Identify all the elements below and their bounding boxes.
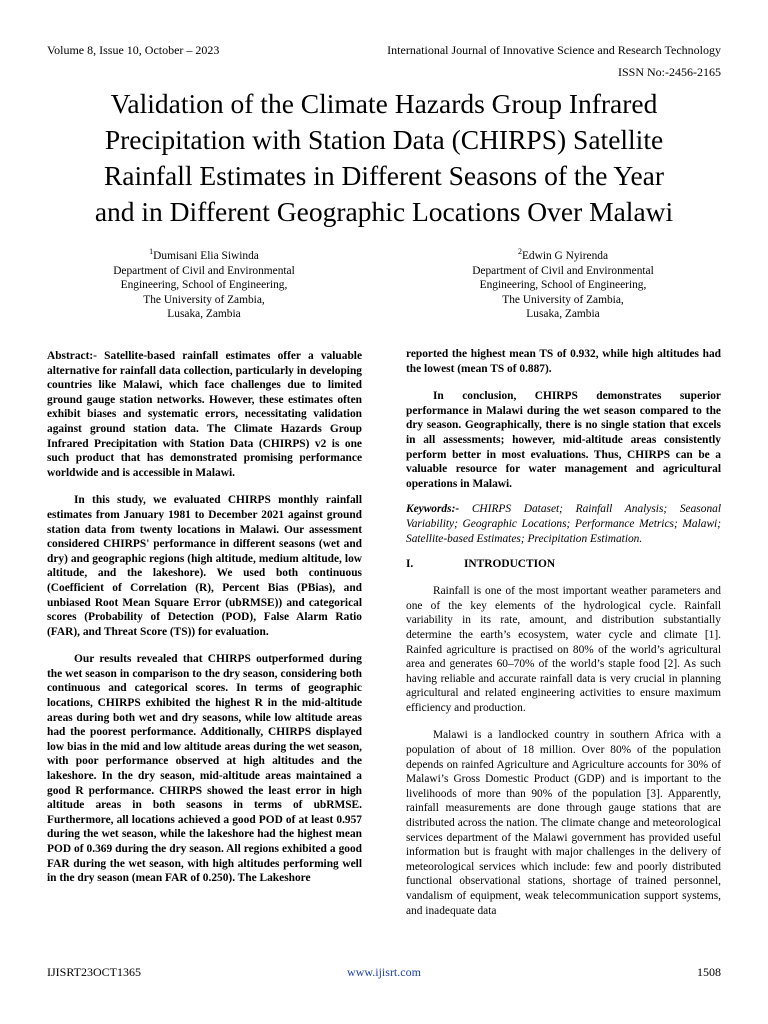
abstract-paragraph: In this study, we evaluated CHIRPS monthly rainfall estimates from January 1981 to December 2021 against ground station data from twenty locations in Malawi. Our assessment considered CHIRPS' performance in different seasons (wet and dry) and geographic regions (high altitude, medium altitude, low altitude, and the lakeshore). We used both continuous (Coefficient of Correlation (R), Percent Bias (PBias), and unbiased Root Mean Square Error (ubRMSE)) and categorical scores (Probability of Detection (POD), False Alarm Ratio (FAR), and Threat Score (TS)) for evaluation.	[47, 494, 362, 638]
abstract-paragraph-continued: reported the highest mean TS of 0.932, while high altitudes had the lowest (mean TS of 0.887).	[406, 348, 721, 375]
title-line: Precipitation with Station Data (CHIRPS) Satellite	[104, 124, 664, 155]
header-issn: ISSN No:-2456-2165	[617, 65, 721, 79]
author-affiliation-line: The University of Zambia,	[502, 293, 624, 306]
author-superscript: 2	[517, 247, 522, 257]
footer-page-number: 1508	[697, 965, 721, 979]
title-line: Rainfall Estimates in Different Seasons of the Year	[103, 160, 665, 191]
keywords-label: Keywords:-	[406, 503, 460, 516]
intro-paragraph: Malawi is a landlocked country in southern Africa with a population of about of 18 million. Over 80% of the population depends on rainfed Agriculture and Agriculture accounts for 30% of Malawi’s Gross Domestic Product (GDP) and is important to the livelihoods of more than 90% of the population [3]. Apparently, rainfall measurements are done through gauge stations that are distributed across the nation. The climate change and meteorological services department of the Malawi government has provided useful information but is fraught with major challenges in the delivery of meteorological services which include: few and poorly distributed functional observational stations, shortage of trained personnel, vandalism of equipment, weak telecommunication support systems, and inadequate data	[406, 729, 721, 917]
right-column	[406, 347, 721, 918]
author-affiliation-line: Engineering, School of Engineering,	[479, 279, 647, 292]
author-affiliation-line: The University of Zambia,	[143, 293, 265, 306]
author-affiliation-line: Department of Civil and Environmental	[472, 264, 654, 277]
author-affiliation-line: Lusaka, Zambia	[167, 308, 241, 321]
author-block-2	[433, 249, 693, 322]
author-affiliation-line: Engineering, School of Engineering,	[120, 279, 288, 292]
author-name: Dumisani Elia Siwinda	[153, 250, 259, 262]
header-volume: Volume 8, Issue 10, October – 2023	[47, 43, 220, 57]
title-line: and in Different Geographic Locations Over Malawi	[94, 196, 674, 227]
footer-website-link[interactable]: www.ijisrt.com	[347, 965, 421, 979]
header-journal-name: International Journal of Innovative Science and Research Technology	[387, 43, 721, 57]
abstract-paragraph: Abstract:- Satellite-based rainfall estimates offer a valuable alternative for rainfall data collection, particularly in developing countries like Malawi, which face challenges due to limited ground gauge station networks. However, these estimates often exhibit biases and systematic errors, necessitating validation against ground station data. The Climate Hazards Group Infrared Precipitation with Station Data (CHIRPS) v2 is one such product that has demonstrated promising performance worldwide and is accessible in Malawi.	[47, 350, 362, 479]
abstract-paragraph: In conclusion, CHIRPS demonstrates superior performance in Malawi during the wet season compared to the dry season. Geographically, there is no single station that excels in all assessments; however, mid-altitude areas consistently perform better in most evaluations. Thus, CHIRPS can be a valuable resource for water management and agricultural operations in Malawi.	[406, 390, 721, 490]
title-line: Validation of the Climate Hazards Group Infrared	[110, 88, 658, 119]
author-name: Edwin G Nyirenda	[521, 250, 609, 262]
author-affiliation-line: Department of Civil and Environmental	[113, 264, 295, 277]
footer-paper-id: IJISRT23OCT1365	[47, 965, 141, 979]
section-heading	[406, 557, 721, 573]
paper-title	[40, 86, 728, 230]
author-affiliation-line: Lusaka, Zambia	[526, 308, 600, 321]
section-number: I.	[406, 558, 414, 571]
keywords	[406, 502, 721, 546]
author-superscript: 1	[149, 247, 154, 257]
abstract-paragraph: Our results revealed that CHIRPS outperformed during the wet season in comparison to the dry season, considering both continuous and categorical scores. In terms of geographic locations, CHIRPS exhibited the highest R in the mid-altitude areas during both wet and dry seasons, while low altitude areas had the poorest performance. Additionally, CHIRPS displayed low bias in the mid and low altitude areas during the wet season, with poor performance observed at high altitudes and the lakeshore. In the dry season, mid-altitude areas maintained a good R performance. CHIRPS showed the least error in high altitude areas in both seasons in terms of ubRMSE. Furthermore, all locations achieved a good POD of at least 0.957 during the wet season, while the lakeshore had the highest mean POD of 0.369 during the dry season. All regions exhibited a good FAR during the wet season, with high altitudes performing well in the dry season (mean FAR of 0.250). The Lakeshore	[47, 653, 362, 885]
section-title: INTRODUCTION	[464, 558, 556, 571]
intro-paragraph: Rainfall is one of the most important weather parameters and one of the key elements of the hydrological cycle. Rainfall variability in its rate, amount, and distribution substantially determine the earth’s ecosystem, water cycle and climate [1]. Rainfed agriculture is practised on 80% of the world’s agricultural area and generates 60–70% of the world’s staple food [2]. As such having reliable and accurate rainfall data is very crucial in planning agricultural and related engineering activities to ensure maximum efficiency and production.	[406, 585, 721, 714]
left-column	[47, 349, 362, 886]
author-block-1	[74, 249, 334, 322]
keywords-text: CHIRPS Dataset; Rainfall Analysis; Seasonal Variability; Geographic Locations; Performance Metrics; Malawi; Satellite-based Estimates; Precipitation Estimation.	[406, 503, 721, 545]
